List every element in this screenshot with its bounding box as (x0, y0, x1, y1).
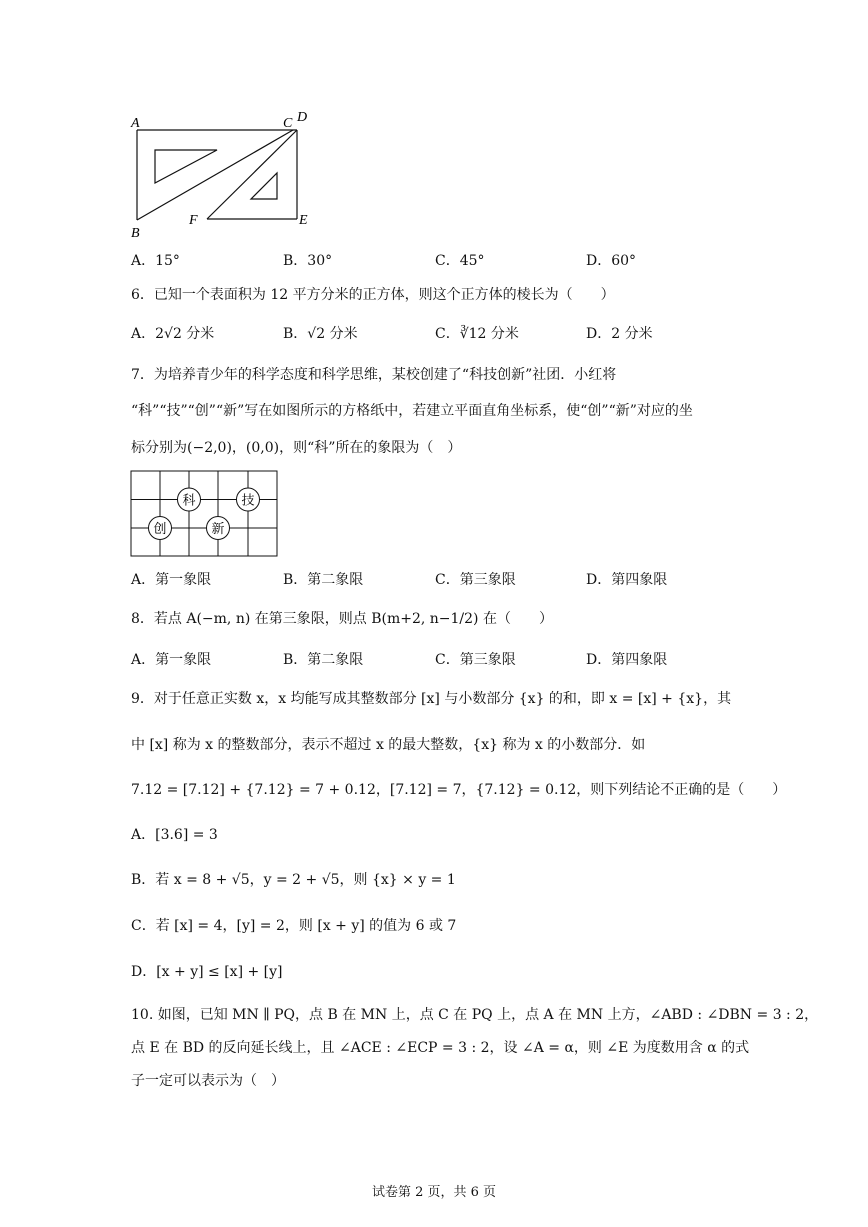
q7-option-a: A．第一象限 (131, 572, 212, 588)
q9-option-b: B．若 x = 8 + √5，y = 2 + √5，则 {x} × y = 1 (131, 872, 456, 888)
q10-line-2: 点 E 在 BD 的反向延长线上，且 ∠ACE : ∠ECP = 3 : 2，设 ∠A = α，则 ∠E 为度数用含 α 的式 (131, 1040, 750, 1056)
q6-option-d: D．2 分米 (586, 326, 653, 342)
q6-stem: 6．已知一个表面积为 12 平方分米的正方体，则这个正方体的棱长为（ ） (131, 287, 615, 303)
q8-option-b: B．第二象限 (283, 652, 364, 668)
grid-char-ji: 技 (241, 493, 255, 509)
q6-option-c: C．∛12 分米 (435, 326, 519, 342)
q7-line-2: “科”“技”“创”“新”写在如图所示的方格纸中，若建立平面直角坐标系，使“创”“新”对应的坐 (131, 403, 693, 419)
q9-option-a: A．[3.6] = 3 (131, 827, 218, 843)
point-label-b: B (131, 226, 140, 240)
q9-option-c: C．若 [x] = 4，[y] = 2，则 [x + y] 的值为 6 或 7 (131, 918, 457, 934)
q9-line-2: 中 [x] 称为 x 的整数部分，表示不超过 x 的最大整数，{x} 称为 x 的小数部分．如 (131, 737, 646, 753)
q5-option-a: A．15° (131, 253, 180, 269)
q10-line-3: 子一定可以表示为（ ） (131, 1073, 285, 1089)
point-label-c: C (283, 116, 293, 131)
q5-option-b: B．30° (283, 253, 333, 269)
grid-figure (130, 470, 280, 560)
q5-option-d: D．60° (586, 253, 637, 269)
q8-option-c: C．第三象限 (435, 652, 516, 668)
q7-line-3: 标分别为(−2,0)，(0,0)，则“科”所在的象限为（ ） (131, 440, 462, 456)
point-label-f: F (189, 213, 198, 228)
q8-stem: 8．若点 A(−m, n) 在第三象限，则点 B(m+2, n−1/2) 在（ ） (131, 611, 553, 627)
q9-line-3: 7.12 = [7.12] + {7.12} = 7 + 0.12，[7.12] = 7，{7.12} = 0.12，则下列结论不正确的是（ ） (131, 782, 787, 798)
q6-option-a: A．2√2 分米 (131, 326, 215, 342)
point-label-e: E (299, 213, 308, 228)
grid-char-chuang: 创 (153, 522, 167, 537)
q5-option-c: C．45° (435, 253, 485, 269)
q9-line-1: 9．对于任意正实数 x，x 均能写成其整数部分 [x] 与小数部分 {x} 的和，即 x = [x] + {x}，其 (131, 691, 732, 707)
set-square-figure (125, 105, 325, 240)
q7-line-1: 7．为培养青少年的科学态度和科学思维，某校创建了“科技创新”社团．小红将 (131, 367, 617, 383)
q8-option-a: A．第一象限 (131, 652, 212, 668)
q7-option-d: D．第四象限 (586, 572, 668, 588)
q8-option-d: D．第四象限 (586, 652, 668, 668)
q7-option-c: C．第三象限 (435, 572, 516, 588)
point-label-a: A (131, 116, 140, 131)
grid-char-ke: 科 (182, 493, 196, 509)
q7-option-b: B．第二象限 (283, 572, 364, 588)
q6-option-b: B．√2 分米 (283, 326, 358, 342)
q9-option-d: D．[x + y] ≤ [x] + [y] (131, 964, 283, 980)
page-footer: 试卷第 2 页，共 6 页 (371, 1185, 497, 1200)
grid-char-xin: 新 (211, 522, 225, 537)
q10-line-1: 10. 如图，已知 MN ∥ PQ，点 B 在 MN 上，点 C 在 PQ 上，点 A 在 MN 上方，∠ABD : ∠DBN = 3 : 2， (131, 1007, 819, 1023)
point-label-d: D (297, 110, 308, 125)
